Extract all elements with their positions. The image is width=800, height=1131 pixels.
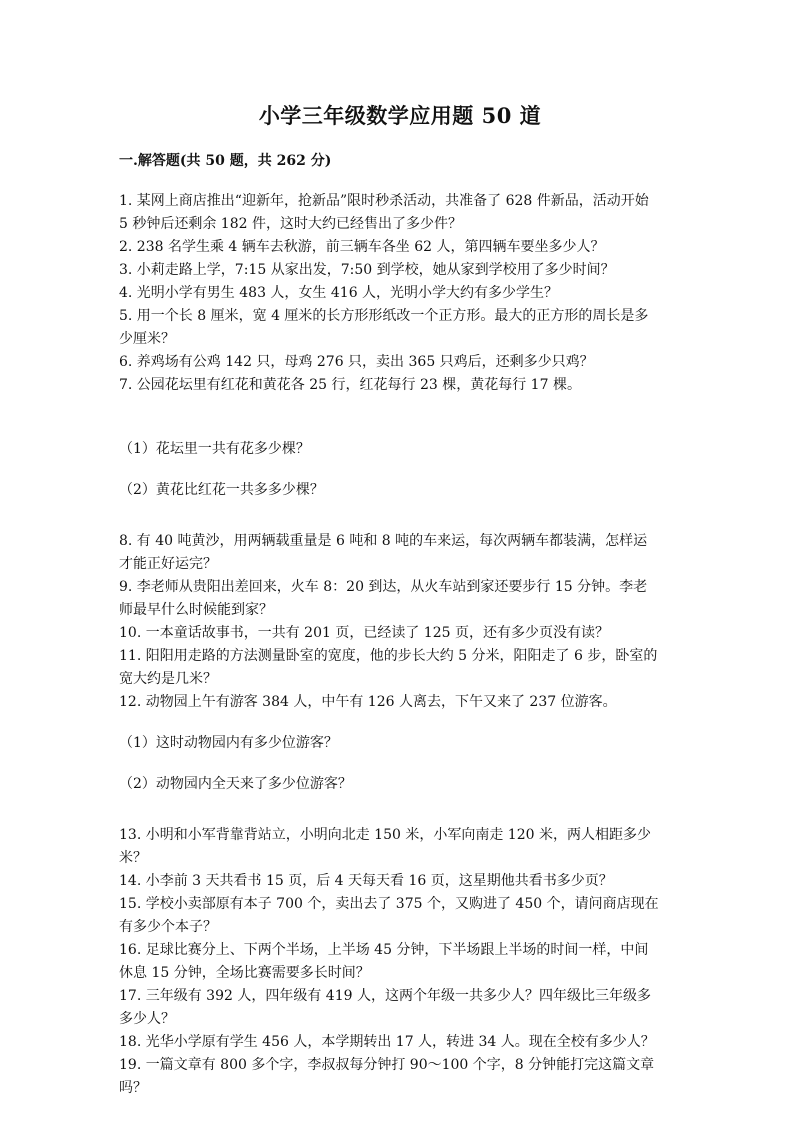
- question-3: 3. 小莉走路上学，7:15 从家出发，7:50 到学校，她从家到学校用了多少时间？: [119, 262, 615, 278]
- question-5: 5. 用一个长 8 厘米，宽 4 厘米的长方形形纸改一个正方形。最大的正方形的周长是多少厘米？: [119, 308, 649, 347]
- question-9: 9. 李老师从贵阳出差回来，火车 8：20 到达，从火车站到家还要步行 15 分钟。李老师最早什么时候能到家？: [119, 579, 648, 618]
- question-list: [119, 190, 659, 1100]
- question-17: 17. 三年级有 392 人，四年级有 419 人，这两个年级一共多少人？四年级比三年级多多少人？: [119, 988, 651, 1027]
- question-12-part-1: （1）这时动物园内有多少位游客？: [119, 735, 338, 751]
- question-16: 16. 足球比赛分上、下两个半场，上半场 45 分钟，下半场跟上半场的时间一样，中间休息 15 分钟，全场比赛需要多长时间？: [119, 942, 649, 981]
- question-14: 14. 小李前 3 天共看书 15 页，后 4 天每天看 16 页，这星期他共看书多少页？: [119, 873, 613, 889]
- question-6: 6. 养鸡场有公鸡 142 只，母鸡 276 只，卖出 365 只鸡后，还剩多少只鸡？: [119, 354, 594, 370]
- question-15: 15. 学校小卖部原有本子 700 个，卖出去了 375 个，又购进了 450 个，请问商店现在有多少个本子？: [119, 896, 659, 935]
- question-7: 7. 公园花坛里有红花和黄花各 25 行，红花每行 23 棵，黄花每行 17 棵。: [119, 377, 581, 393]
- question-4: 4. 光明小学有男生 483 人，女生 416 人，光明小学大约有多少学生？: [119, 285, 559, 301]
- section-heading: 一.解答题(共 50 题，共 262 分): [119, 153, 332, 169]
- question-19: 19. 一篇文章有 800 多个字，李叔叔每分钟打 90～100 个字，8 分钟能打完这篇文章吗？: [119, 1057, 655, 1096]
- question-8: 8. 有 40 吨黄沙，用两辆载重量是 6 吨和 8 吨的车来运，每次两辆车都装满，怎样运才能正好运完？: [119, 533, 648, 572]
- question-7-part-1: （1）花坛里一共有花多少棵？: [119, 441, 310, 457]
- question-10: 10. 一本童话故事书，一共有 201 页，已经读了 125 页，还有多少页没有读？: [119, 625, 609, 641]
- question-2: 2. 238 名学生乘 4 辆车去秋游，前三辆车各坐 62 人，第四辆车要坐多少人？: [119, 239, 605, 255]
- question-7-part-2: （2）黄花比红花一共多多少棵？: [119, 482, 324, 498]
- question-11: 11. 阳阳用走路的方法测量卧室的宽度，他的步长大约 5 分米，阳阳走了 6 步，卧室的宽大约是几米？: [119, 648, 658, 687]
- page-title: 小学三年级数学应用题 50 道: [258, 103, 542, 128]
- question-13: 13. 小明和小军背靠背站立，小明向北走 150 米，小军向南走 120 米，两人相距多少米？: [119, 827, 651, 866]
- question-12: 12. 动物园上午有游客 384 人，中午有 126 人离去，下午又来了 237 位游客。: [119, 694, 617, 710]
- question-1: 1. 某网上商店推出“迎新年，抢新品”限时秒杀活动，共准备了 628 件新品，活动开始 5 秒钟后还剩余 182 件，这时大约已经售出了多少件？: [119, 193, 649, 232]
- question-12-part-2: （2）动物园内全天来了多少位游客？: [119, 776, 352, 792]
- question-18: 18. 光华小学原有学生 456 人，本学期转出 17 人，转进 34 人。现在全校有多少人？: [119, 1034, 655, 1050]
